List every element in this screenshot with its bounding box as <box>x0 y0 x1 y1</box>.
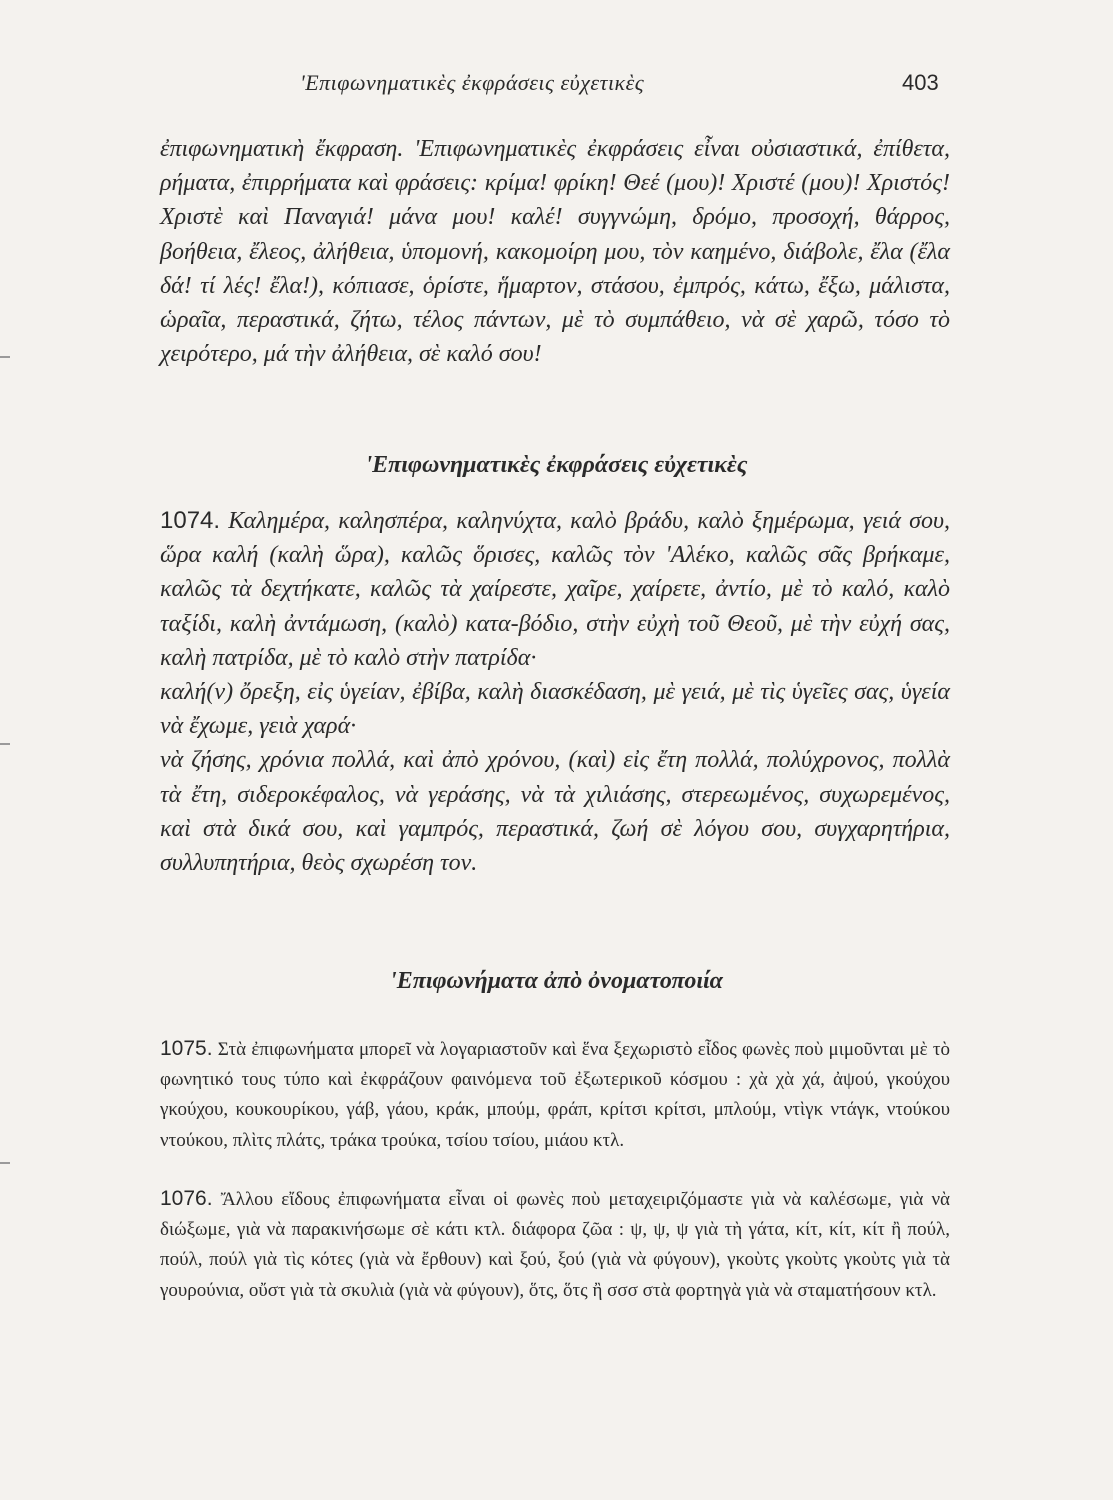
paragraph-subgroup: νὰ ζήσης, χρόνια πολλά, καὶ ἀπὸ χρόνου, (καὶ) εἰς ἔτη πολλά, πολύχρονος, πολλὰ τὰ ἔτη, σιδεροκέφαλος, νὰ γεράσης, νὰ τὰ χιλιάσης, στερεωμένος, συχωρεμένος, καὶ στὰ δικά σου, καὶ γαμπρός, περαστικά, ζωή σὲ λόγου σου, συγχαρητήρια, συλλυπητήρια, θεὸς σχωρέση τον. <box>160 747 950 877</box>
page-number: 403 <box>902 70 939 95</box>
paragraph-number: 1075. <box>160 1037 213 1060</box>
paragraph-1075 <box>160 1034 950 1156</box>
paragraph-text: Καλημέρα, καλησπέρα, καληνύχτα, καλὸ βράδυ, καλὸ ξημέρωμα, γειά σου, ὥρα καλή (καλὴ ὥρα), καλῶς ὅρισες, καλῶς τὸν 'Αλέκο, καλῶς σᾶς βρήκαμε, καλῶς τὰ δεχτήκατε, καλῶς τὰ χαίρεστε, χαῖρε, χαίρετε, ἀντίο, μὲ τὸ καλό, καλὸ ταξίδι, καλὴ ἀντάμωση, (καλὸ) κατα-βόδιο, στὴν εὐχὴ τοῦ Θεοῦ, μὲ τὴν εὐχή σας, καλὴ πατρίδα, μὲ τὸ καλὸ στὴν πατρίδα· <box>160 508 950 671</box>
paragraph-text: Στὰ ἐπιφωνήματα μπορεῖ νὰ λογαριαστοῦν καὶ ἕνα ξεχωριστὸ εἶδος φωνὲς ποὺ μιμοῦνται μὲ τὸ φωνητικό τους τύπο καὶ ἐκφράζουν φαινόμενα τοῦ ἐξωτερικοῦ κόσμου : χὰ χὰ χά, ἀψού, γκούχου γκούχου, κουκουρίκου, γάβ, γάου, κράκ, μπούμ, φράπ, κρίτσι κρίτσι, μπλούμ, ντὶγκ ντάγκ, ντούκου ντούκου, πλὶτς πλάτς, τράκα τρούκα, τσίου τσίου, μιάου κτλ. <box>160 1039 950 1151</box>
paragraph-1074 <box>160 504 950 880</box>
paragraph-number: 1074. <box>160 507 221 534</box>
margin-mark <box>0 356 10 358</box>
paragraph-text: Ἄλλου εἴδους ἐπιφωνήματα εἶναι οἱ φωνὲς ποὺ μεταχειριζόμαστε γιὰ νὰ καλέσωμε, γιὰ νὰ διώξωμε, γιὰ νὰ παρακινήσωμε σὲ κάτι κτλ. διάφορα ζῶα : ψ, ψ, ψ γιὰ τὴ γάτα, κίτ, κίτ, κίτ ἢ πούλ, πούλ, πούλ γιὰ τὶς κότες (γιὰ νὰ ἔρθουν) καὶ ξού, ξού (γιὰ νὰ φύγουν), γκοὺτς γκοὺτς γκοὺτς γιὰ τὰ γουρούνια, οὔστ γιὰ τὰ σκυλιὰ (γιὰ νὰ φύγουν), ὅτς, ὅτς ἢ σσσ στὰ φορτηγὰ γιὰ νὰ σταματήσουν κτλ. <box>160 1189 951 1301</box>
paragraph-definition: ἐπιφωνηματικὴ ἔκφραση. 'Επιφωνηματικὲς ἐκφράσεις εἶναι οὐσιαστικά, ἐπίθετα, ρήματα, ἐπιρρήματα καὶ φράσεις: κρίμα! φρίκη! Θεέ (μου)! Χριστέ (μου)! Χριστός! Χριστὲ καὶ Παναγιά! μάνα μου! καλέ! συγγνώμη, δρόμο, προσοχή, θάρρος, βοήθεια, ἔλεος, ἀλήθεια, ὑπομονή, κακομοίρη μου, τὸν καημένο, διάβολε, ἔλα (ἔλα δά! τί λές! ἔλα!), κόπιασε, ὁρίστε, ἥμαρτον, στάσου, ἐμπρός, κάτω, ἔξω, μάλιστα, ὡραῖα, περαστικά, ζήτω, τέλος πάντων, μὲ τὸ συμπάθειο, νὰ σὲ χαρῶ, τόσο τὸ χειρότερο, μά τὴν ἀλήθεια, σὲ καλό σου! <box>160 136 950 368</box>
paragraph-1076 <box>160 1184 950 1306</box>
margin-mark <box>0 1162 10 1164</box>
running-head: 'Επιφωνηματικὲς ἐκφράσεις εὐχετικὲς <box>300 70 645 95</box>
paragraph-number: 1076. <box>160 1187 213 1210</box>
section-heading-onomatopoeia: 'Επιφωνήματα ἀπὸ ὀνοματοποιία <box>390 968 723 994</box>
margin-mark <box>0 743 10 745</box>
section-heading-wishes: 'Επιφωνηματικὲς ἐκφράσεις εὐχετικὲς <box>365 452 748 478</box>
paragraph-subgroup: καλή(ν) ὄρεξη, εἰς ὑγείαν, ἐβίβα, καλὴ διασκέδαση, μὲ γειά, μὲ τὶς ὑγεῖες σας, ὑγεία νὰ ἔχωμε, γειὰ χαρά· <box>160 679 950 740</box>
